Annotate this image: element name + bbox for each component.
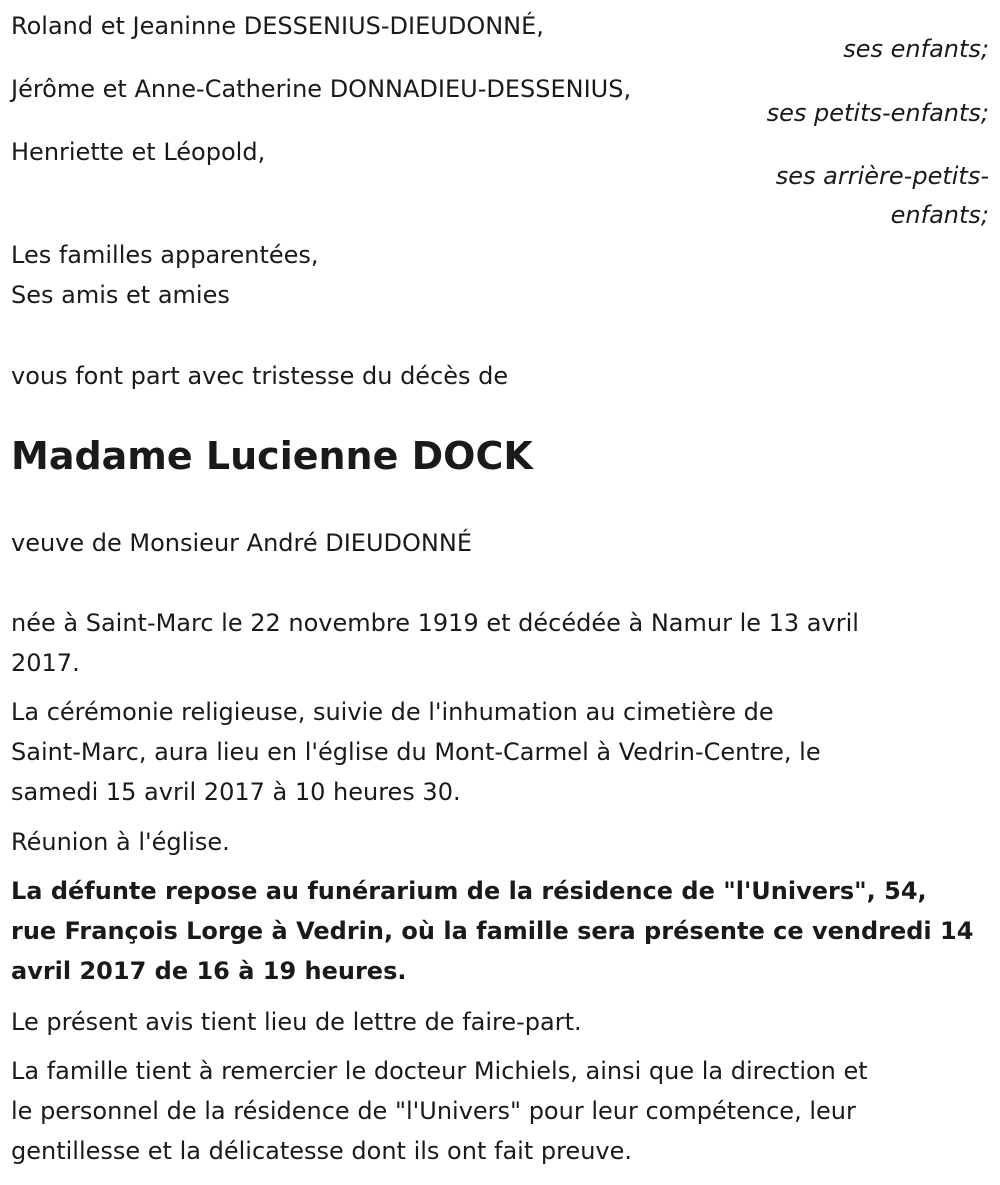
- children-relation: ses enfants;: [843, 35, 989, 63]
- funerarium-line1: La défunte repose au funérarium de la résidence de "l'Univers", 54,: [11, 877, 927, 905]
- grandchildren-names: Jérôme et Anne-Catherine DONNADIEU-DESSENIUS,: [11, 75, 632, 103]
- birth-death-line2: 2017.: [11, 649, 80, 677]
- greatgrandchildren-relation-line1: ses arrière-petits-: [775, 162, 989, 190]
- ceremony-line2: Saint-Marc, aura lieu en l'église du Mont-Carmel à Vedrin-Centre, le: [11, 738, 821, 766]
- thanks-paragraph: [11, 1051, 989, 1171]
- funerarium-paragraph: [11, 871, 989, 991]
- meeting-text: Réunion à l'église.: [11, 828, 230, 856]
- deceased-name: Madame Lucienne DOCK: [11, 434, 533, 478]
- children-names: Roland et Jeaninne DESSENIUS-DIEUDONNÉ,: [11, 12, 544, 40]
- greatgrandchildren-names: Henriette et Léopold,: [11, 138, 266, 166]
- funerarium-line2: rue François Lorge à Vedrin, où la famille sera présente ce vendredi 14: [11, 917, 974, 945]
- thanks-line1: La famille tient à remercier le docteur Michiels, ainsi que la direction et: [11, 1057, 868, 1085]
- thanks-line2: le personnel de la résidence de "l'Univers" pour leur compétence, leur: [11, 1097, 856, 1125]
- friends: Ses amis et amies: [11, 281, 230, 309]
- intro-text: vous font part avec tristesse du décès de: [11, 362, 509, 390]
- grandchildren-relation: ses petits-enfants;: [766, 99, 989, 127]
- thanks-line3: gentillesse et la délicatesse dont ils ont fait preuve.: [11, 1137, 632, 1165]
- ceremony-line1: La cérémonie religieuse, suivie de l'inhumation au cimetière de: [11, 698, 774, 726]
- greatgrandchildren-relation-line2: enfants;: [890, 201, 989, 229]
- obituary-notice: [11, 0, 989, 1185]
- related-families: Les familles apparentées,: [11, 241, 319, 269]
- birth-death-paragraph: [11, 603, 989, 683]
- ceremony-paragraph: [11, 692, 989, 812]
- ceremony-line3: samedi 15 avril 2017 à 10 heures 30.: [11, 778, 461, 806]
- widow-of: veuve de Monsieur André DIEUDONNÉ: [11, 529, 472, 557]
- birth-death-line1: née à Saint-Marc le 22 novembre 1919 et décédée à Namur le 13 avril: [11, 609, 859, 637]
- funerarium-line3: avril 2017 de 16 à 19 heures.: [11, 957, 407, 985]
- notice-text: Le présent avis tient lieu de lettre de faire-part.: [11, 1008, 582, 1036]
